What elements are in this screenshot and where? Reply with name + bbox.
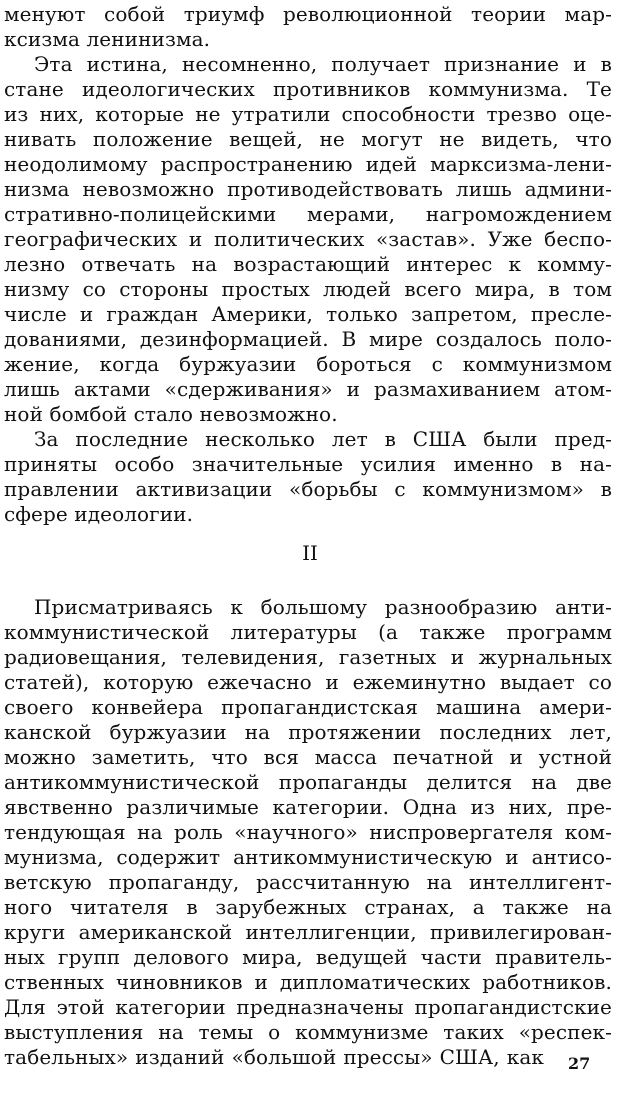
text-line: лезно отвечать на возрастающий интерес к комму- [4, 252, 612, 276]
text-line: менуют собой триумф революционной теории мар- [4, 2, 612, 26]
text-line: канской буржуазии на протяжении последних лет, [4, 720, 612, 744]
text-line: сфере идеологии. [4, 502, 194, 526]
text-line: из них, которые не утратили способности трезво оце- [4, 102, 612, 126]
text-line: круги американской интеллигенции, привилегирован- [4, 920, 612, 944]
text-line: низму со стороны простых людей всего мира, в том [4, 277, 612, 301]
text-line: Присматриваясь к большому разнообразию анти- [34, 595, 612, 619]
text-line: Эта истина, несомненно, получает признание и в [34, 52, 612, 76]
text-line: антикоммунистической пропаганды делится на две [4, 770, 612, 794]
text-line: числе и граждан Америки, только запретом, пресле- [4, 302, 612, 326]
text-line: статей), которую ежечасно и ежеминутно выдает со [4, 670, 612, 694]
text-line: лишь актами «сдерживания» и размахиванием атом- [4, 377, 612, 401]
text-line: ксизма ленинизма. [4, 27, 211, 51]
text-line: ветскую пропаганду, рассчитанную на интеллигент- [4, 870, 612, 894]
text-line: стане идеологических противников коммунизма. Те [4, 77, 612, 101]
text-line: приняты особо значительные усилия именно в на- [4, 452, 612, 476]
text-line: тендующая на роль «научного» ниспровергателя ком- [4, 820, 612, 844]
text-line: неодолимому распространению идей марксизма-лени- [4, 152, 612, 176]
text-line: правлении активизации «борьбы с коммунизмом» в [4, 477, 612, 501]
text-line: выступления на темы о коммунизме таких «респек- [4, 1020, 612, 1044]
text-line: географических и политических «застав». Уже беспо- [4, 227, 612, 251]
text-line: мунизма, содержит антикоммунистическую и антисо- [4, 845, 612, 869]
text-line: Для этой категории предназначены пропагандистские [4, 995, 612, 1019]
text-line: коммунистической литературы (а также программ [4, 620, 612, 644]
text-line: дованиями, дезинформацией. В мире создалось поло- [4, 327, 612, 351]
text-line: ной бомбой стало невозможно. [4, 402, 338, 426]
text-line: можно заметить, что вся масса печатной и устной [4, 745, 612, 769]
page-number: 27 [568, 1054, 591, 1073]
section-heading: II [302, 541, 318, 565]
text-line: низма невозможно противодействовать лишь админи- [4, 177, 612, 201]
text-line: нивать положение вещей, не могут не видеть, что [4, 127, 612, 151]
text-line: своего конвейера пропагандистская машина амери- [4, 695, 612, 719]
text-line: ственных чиновников и дипломатических работников. [4, 970, 612, 994]
text-line: ного читателя в зарубежных странах, а также на [4, 895, 612, 919]
text-line: жение, когда буржуазии бороться с коммунизмом [4, 352, 612, 376]
text-line: ных групп делового мира, ведущей части правитель- [4, 945, 612, 969]
text-line: За последние несколько лет в США были пред- [34, 427, 612, 451]
text-line: радиовещания, телевидения, газетных и журнальных [4, 645, 612, 669]
text-line: явственно различимые категории. Одна из них, пре- [4, 795, 612, 819]
text-line: стративно-полицейскими мерами, нагромождением [4, 202, 612, 226]
text-line: табельных» изданий «большой прессы» США, как [4, 1045, 544, 1069]
